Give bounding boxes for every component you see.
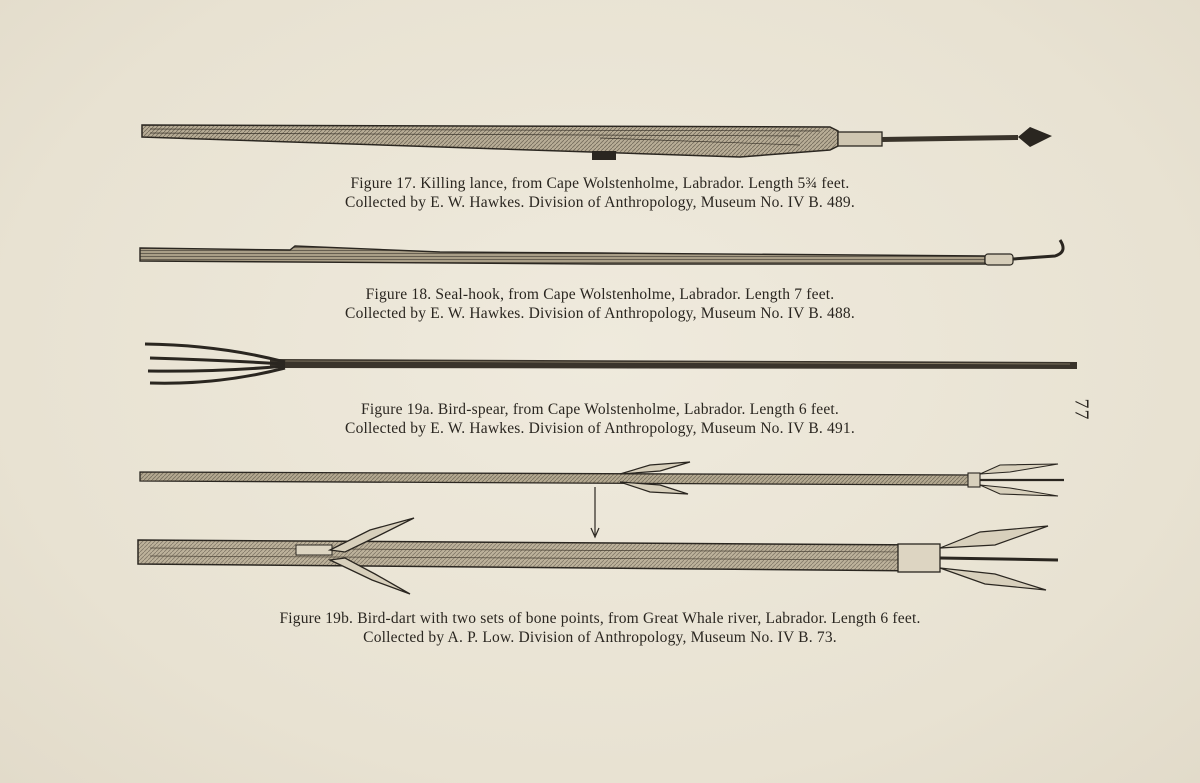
seal-hook-drawing xyxy=(140,240,1063,265)
figure-19b-title: Figure 19b. Bird-dart with two sets of bone points, from Great Whale river, Labrador. Length 6 feet. xyxy=(279,610,921,627)
bird-dart-full-drawing xyxy=(140,462,1064,537)
killing-lance-drawing xyxy=(142,125,1052,160)
figure-19a-title: Figure 19a. Bird-spear, from Cape Wolstenholme, Labrador. Length 6 feet. xyxy=(361,401,839,418)
figure-18-title: Figure 18. Seal-hook, from Cape Wolstenholme, Labrador. Length 7 feet. xyxy=(365,286,835,303)
figure-17-caption xyxy=(0,174,1200,212)
figure-17-title: Figure 17. Killing lance, from Cape Wolstenholme, Labrador. Length 5¾ feet. xyxy=(350,175,850,192)
figure-18-caption xyxy=(0,285,1200,323)
figure-17-credit: Collected by E. W. Hawkes. Division of Anthropology, Museum No. IV B. 489. xyxy=(345,194,855,211)
figure-19b-caption xyxy=(0,609,1200,647)
figure-18-credit: Collected by E. W. Hawkes. Division of Anthropology, Museum No. IV B. 488. xyxy=(345,305,855,322)
bird-spear-drawing xyxy=(145,344,1077,383)
figure-19a-caption xyxy=(0,400,1200,438)
figure-19a-credit: Collected by E. W. Hawkes. Division of Anthropology, Museum No. IV B. 491. xyxy=(345,420,855,437)
figure-19b-credit: Collected by A. P. Low. Division of Anthropology, Museum No. IV B. 73. xyxy=(363,629,837,646)
page-number: 77 xyxy=(1070,398,1093,421)
